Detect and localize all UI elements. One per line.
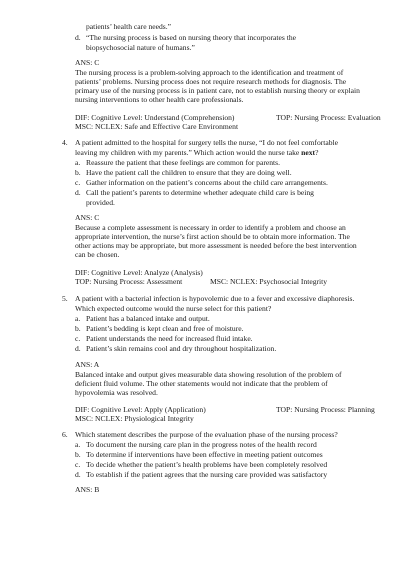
answer-key: ANS: B [75,485,100,494]
rationale-line: hypovolemia was resolved. [75,388,158,397]
topic-label: TOP: Nursing Process: Planning [276,405,375,414]
question-stem-cont: Which expected outcome would the nurse select for this patient? [75,304,272,313]
rationale-line: nursing interventions to other health care professionals. [75,95,244,104]
option-d-text: To establish if the patient agrees that the nursing care provided was satisfactory [86,470,328,479]
option-letter: b. [75,324,81,333]
question-number: 6. [62,430,68,439]
answer-key: ANS: C [75,213,100,222]
rationale-line: can be chosen. [75,250,120,259]
answer-key: ANS: A [75,360,100,369]
msc-label: MSC: NCLEX: Safe and Effective Care Environment [75,122,239,131]
difficulty-label: DIF: Cognitive Level: Understand (Comprehension) [75,113,235,122]
option-letter: a. [75,440,81,449]
option-d-text-cont: biopsychosocial nature of humans.” [86,43,195,52]
option-b-text: Patient’s bedding is kept clean and free of moisture. [86,324,244,333]
option-letter: c. [75,178,81,187]
option-c-text: Gather information on the patient’s concerns about the child care arrangements. [86,178,328,187]
question-number: 5. [62,294,68,303]
option-d-text: Patient’s skin remains cool and dry throughout hospitalization. [86,344,277,353]
option-d-text: Call the patient’s parents to determine whether adequate child care is being [86,188,314,197]
msc-label: MSC: NCLEX: Psychosocial Integrity [210,277,328,286]
option-letter: a. [75,158,81,167]
option-letter: d. [75,33,81,42]
option-letter: a. [75,314,81,323]
option-d-text-cont: provided. [86,198,115,207]
answer-key: ANS: C [75,58,100,67]
question-stem-cont: leaving my children with my parents.” Which action would the nurse take next? [75,148,319,157]
option-a-text: Reassure the patient that these feelings are common for parents. [86,158,280,167]
topic-label: TOP: Nursing Process: Assessment [75,277,183,286]
question-number: 4. [62,138,68,147]
option-letter: b. [75,168,81,177]
rationale-line: Balanced intake and output gives measurable data showing resolution of the problem of [75,370,342,379]
rationale-line: appropriate intervention, the nurse’s first action should be to obtain more information. The [75,232,350,241]
option-c-text: Patient understands the need for increased fluid intake. [86,334,253,343]
option-b-text: Have the patient call the children to ensure that they are doing well. [86,168,292,177]
difficulty-label: DIF: Cognitive Level: Analyze (Analysis) [75,268,203,277]
difficulty-label: DIF: Cognitive Level: Apply (Application) [75,405,206,414]
rationale-line: other actions may be appropriate, but more assessment is needed before the best intervention [75,241,357,250]
option-letter: c. [75,460,81,469]
option-a-text: To document the nursing care plan in the progress notes of the health record [86,440,317,449]
option-letter: c. [75,334,81,343]
question-stem: A patient with a bacterial infection is hypovolemic due to a fever and excessive diaphoresis. [75,294,355,303]
question-stem: Which statement describes the purpose of the evaluation phase of the nursing process? [75,430,338,439]
option-letter: d. [75,188,81,197]
option-letter: d. [75,470,81,479]
option-d-text: “The nursing process is based on nursing theory that incorporates the [86,33,297,42]
rationale-line: deficient fluid volume. The other statements would not indicate that the problem of [75,379,328,388]
option-letter: d. [75,344,81,353]
question-stem: A patient admitted to the hospital for surgery tells the nurse, “I do not feel comfortable [75,138,339,147]
msc-label: MSC: NCLEX: Physiological Integrity [75,414,194,423]
option-letter: b. [75,450,81,459]
option-c-text: To decide whether the patient’s health problems have been completely resolved [86,460,328,469]
option-c-continued: patients’ health care needs.” [86,22,172,31]
rationale-line: Because a complete assessment is necessary in order to identify a problem and choose an [75,223,346,232]
rationale-line: The nursing process is a problem-solving approach to the identification and treatment of [75,68,344,77]
rationale-line: primary use of the nursing process is in patient care, not to establish nursing theory or explain [75,86,360,95]
option-a-text: Patient has a balanced intake and output. [86,314,210,323]
option-b-text: To determine if interventions have been effective in meeting patient outcomes [86,450,323,459]
topic-label: TOP: Nursing Process: Evaluation [276,113,381,122]
rationale-line: patients’ problems. Nursing process does not require research methods for diagnosis. The [75,77,347,86]
